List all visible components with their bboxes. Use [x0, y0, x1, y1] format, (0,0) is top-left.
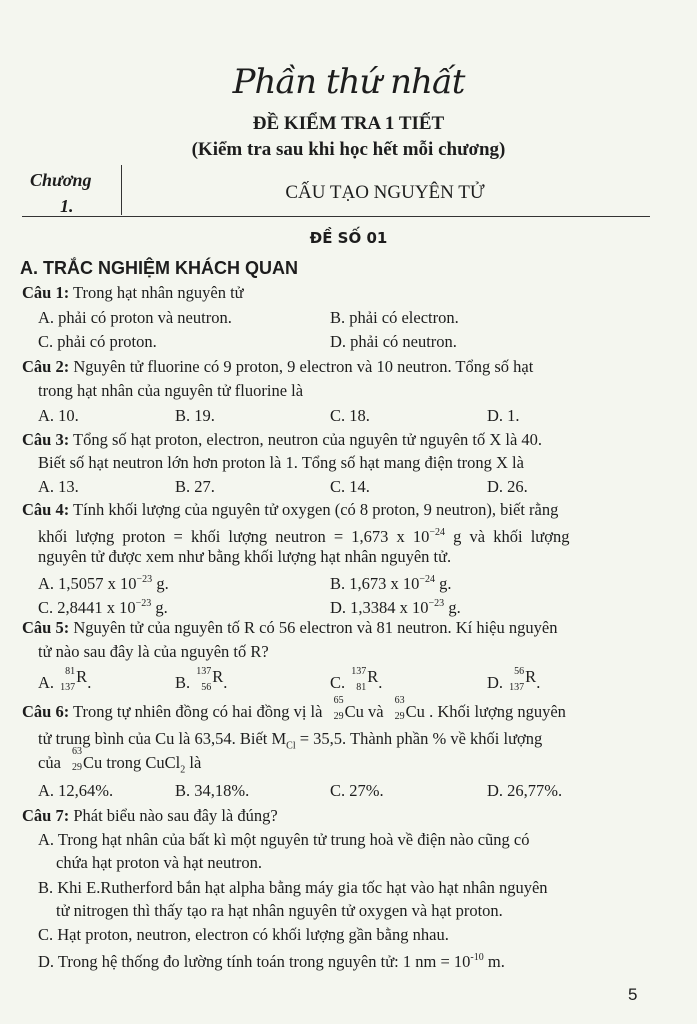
q1-option-a: A. phải có proton và neutron. — [38, 308, 232, 327]
q6-option-d: D. 26,77%. — [487, 781, 563, 800]
q1-option-b: B. phải có electron. — [330, 308, 459, 327]
q7-option-a: A. Trong hạt nhân của bất kì một nguyên tử trung hoà về điện nào cũng có — [38, 830, 530, 849]
q2-option-c: C. 18. — [330, 406, 370, 425]
section-heading: A. TRẮC NGHIỆM KHÁCH QUAN — [20, 258, 298, 278]
question-5: Câu 5: Nguyên tử của nguyên tố R có 56 electron và 81 neutron. Kí hiệu nguyên — [22, 618, 558, 637]
page-number: 5 — [628, 985, 638, 1004]
q5-option-a: A. 81 137 R. — [38, 666, 92, 693]
question-3: Câu 3: Tổng số hạt proton, electron, neutron của nguyên tử nguyên tố X là 40. — [22, 430, 543, 449]
question-2-cont: trong hạt nhân của nguyên tử fluorine là — [38, 381, 304, 400]
q2-option-b: B. 19. — [175, 406, 215, 425]
q3-option-a: A. 13. — [38, 477, 79, 496]
q6-option-b: B. 34,18%. — [175, 781, 250, 800]
chapter-number: 1. — [60, 196, 74, 216]
q7-option-b: B. Khi E.Rutherford bắn hạt alpha bằng máy gia tốc hạt vào hạt nhân nguyên — [38, 878, 548, 897]
question-4: Câu 4: Tính khối lượng của nguyên tử oxygen (có 8 proton, 9 neutron), biết rằng — [22, 500, 559, 519]
q4-option-c: C. 2,8441 x $10^{-23}$ g. — [38, 598, 168, 617]
q2-option-d: D. 1. — [487, 406, 520, 425]
q1-option-d: D. phải có neutron. — [330, 332, 457, 351]
q4-option-b: B. 1,673 x $10^{-24}$ g. — [330, 574, 452, 593]
question-2: Câu 2: Nguyên tử fluorine có 9 proton, 9 electron và 10 neutron. Tổng số hạt — [22, 357, 534, 376]
q7-option-b-cont: tử nitrogen thì thấy tạo ra hạt nhân nguyên tử oxygen và hạt proton. — [56, 901, 503, 920]
q7-option-d: D. Trong hệ thống đo lường tính toán trong nguyên tử: 1 nm = $10^{-10}$ m. — [38, 952, 505, 971]
question-4-cont: khối lượng proton = khối lượng neutron = 1,673 x $10^{-24}$ g và khối lượng — [38, 527, 570, 546]
q2-option-a: A. 10. — [38, 406, 79, 425]
q1-option-c: C. phải có proton. — [38, 332, 157, 351]
q5-option-c: C. 137 81 R. — [330, 666, 383, 693]
q4-option-a: A. 1,5057 x $10^{-23}$ g. — [38, 574, 169, 593]
chapter-name: CẤU TẠO NGUYÊN TỬ — [285, 182, 485, 203]
q6-option-a: A. 12,64%. — [38, 781, 114, 800]
part-title: Phần thứ nhất — [232, 62, 465, 102]
q6-option-c: C. 27%. — [330, 781, 384, 800]
q3-option-b: B. 27. — [175, 477, 215, 496]
q7-option-a-cont: chứa hạt proton và hạt neutron. — [56, 853, 262, 872]
question-3-cont: Biết số hạt neutron lớn hơn proton là 1. Tổng số hạt mang điện trong X là — [38, 453, 524, 472]
q5-option-d: D. 56 137 R. — [487, 666, 541, 693]
question-6-cont: tử trung bình của Cu là 63,54. Biết $M_{Cl} = 35,5$. Thành phần % về khối lượng — [38, 729, 543, 752]
test-subtitle: (Kiểm tra sau khi học hết mỗi chương) — [191, 139, 506, 160]
q4-option-d: D. 1,3384 x $10^{-23}$ g. — [330, 598, 461, 617]
q5-option-b: B. 137 56 R. — [175, 666, 228, 693]
question-7: Câu 7: Phát biểu nào sau đây là đúng? — [22, 806, 278, 825]
question-6: Câu 6: Trong tự nhiên đồng có hai đồng vị là 65 29 Cu và 63 29 Cu . Khối lượng nguyên — [22, 695, 566, 722]
question-6-cont2: của 63 29 Cu trong CuCl$_2$ là — [38, 746, 202, 776]
q3-option-d: D. 26. — [487, 477, 528, 496]
q3-option-c: C. 14. — [330, 477, 370, 496]
question-4-cont2: nguyên tử được xem như bằng khối lượng hạt nhân nguyên tử. — [38, 547, 452, 566]
chapter-label: Chương — [30, 170, 92, 190]
exam-number: ĐỀ SỐ 01 — [309, 229, 388, 247]
question-5-cont: tử nào sau đây là của nguyên tố R? — [38, 642, 269, 661]
q7-option-c: C. Hạt proton, neutron, electron có khối lượng gần bằng nhau. — [38, 925, 449, 944]
chapter-rule — [22, 216, 650, 217]
test-title: ĐỀ KIỂM TRA 1 TIẾT — [252, 113, 445, 134]
question-1: Câu 1: Trong hạt nhân nguyên tử — [22, 283, 244, 302]
